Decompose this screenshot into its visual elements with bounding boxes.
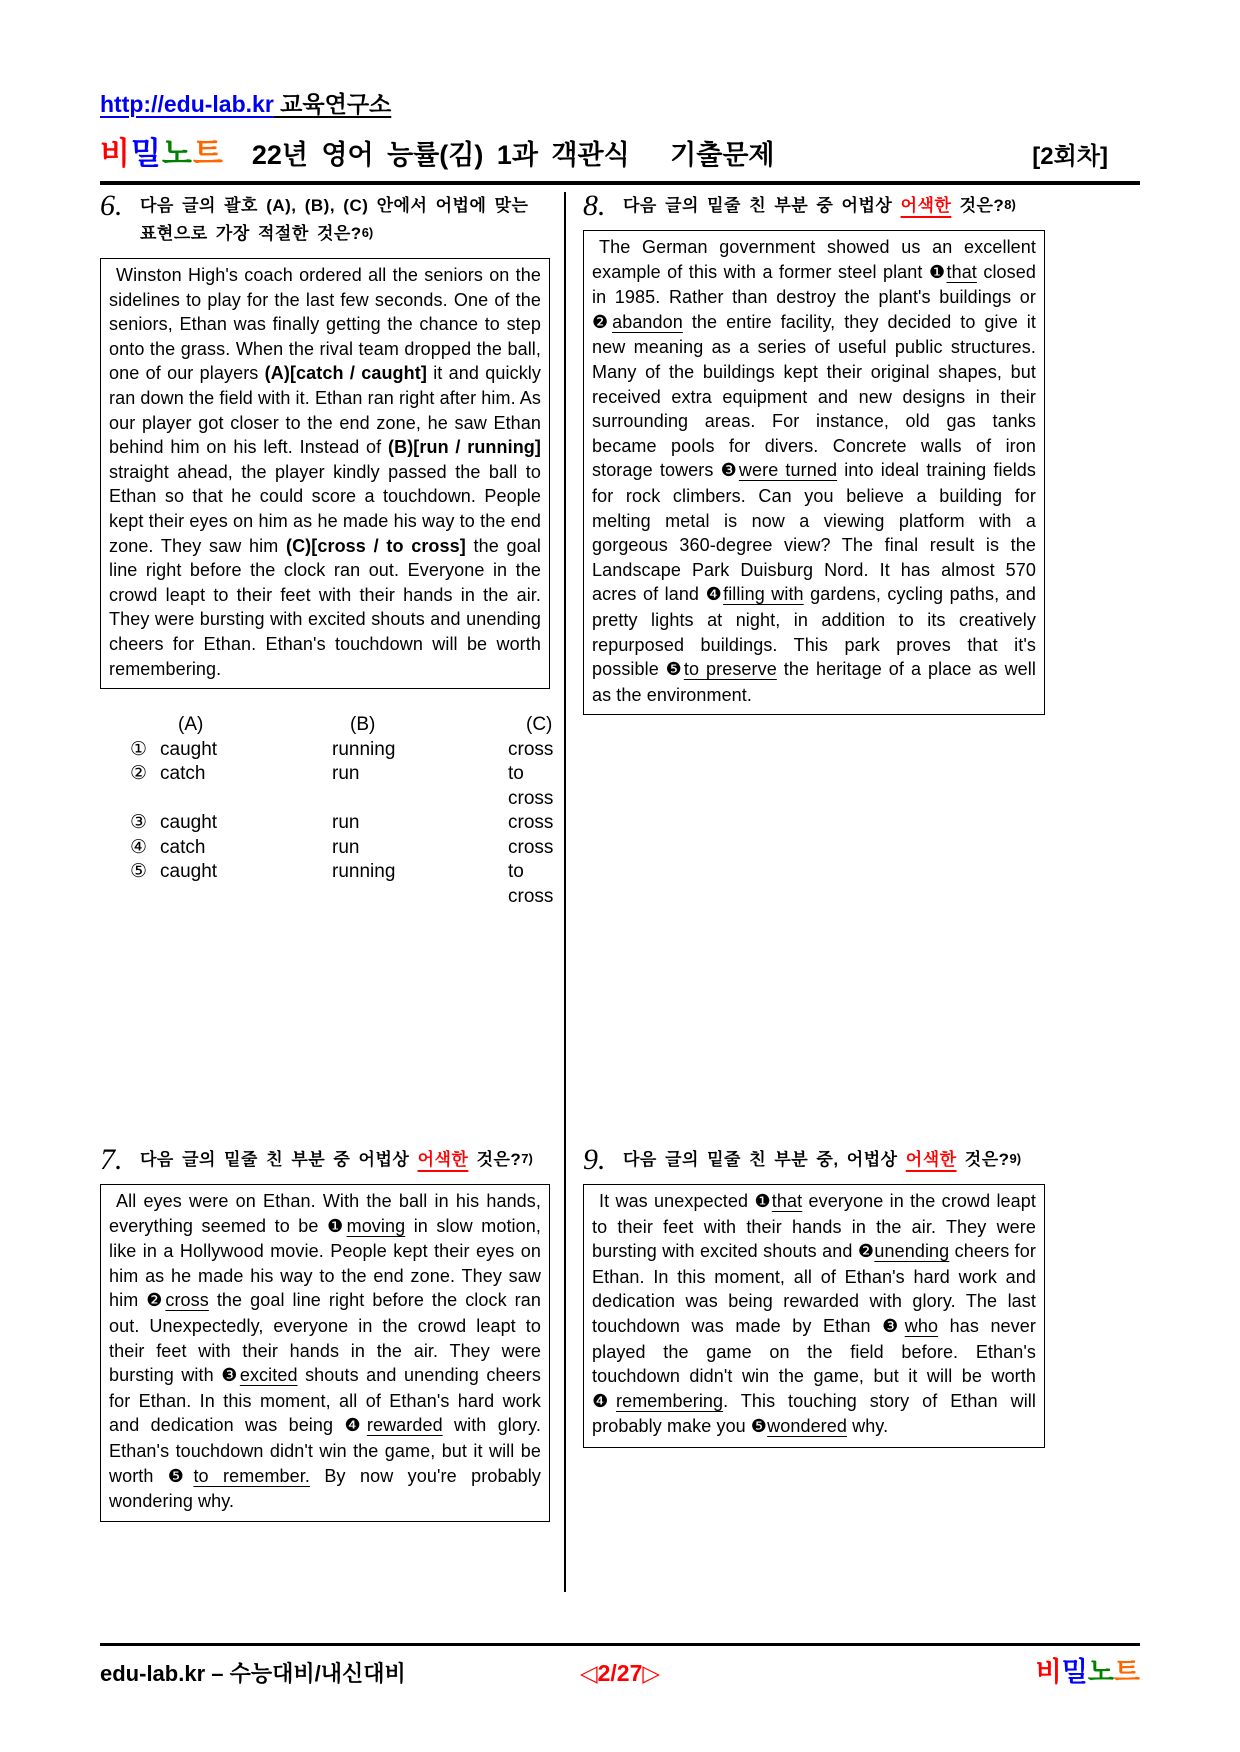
round-label: [2회차] [1032,143,1108,170]
question-6-prompt: 다음 글의 괄호 (A), (B), (C) 안에서 어법에 맞는 표현으로 가장 적절한 것은?6) [140,196,529,243]
option-3-c: cross [508,812,554,834]
question-6-number: 6. [100,189,123,222]
option-2-c: to cross [508,763,554,809]
option-header-a: (A) [178,714,204,736]
question-7-passage: All eyes were on Ethan. With the ball in his hands, everything seemed to be ❶moving in slow motion, like in a Hollywood movie. People kept their eyes on him as he made his way to the end zone. They saw him ❷cross the goal line right before the clock ran out. Unexpectedly, everyone in the crowd leapt to their feet with their hands in the air. They were bursting with ❸excited shouts and unending cheers for Ethan. In this moment, all of Ethan's hard work and dedication was being ❹rewarded with glory. Ethan's touchdown didn't win the game, but it will be worth ❺to remember. By now you're probably wondering why. [100,1184,550,1522]
column-divider [564,192,566,1592]
option-3-num: ③ [130,812,148,834]
option-5-num: ⑤ [130,861,148,883]
page-header [100,86,1140,173]
site-line [100,86,1140,119]
option-header-b: (B) [350,714,376,736]
option-2-a: catch [160,763,206,785]
option-1-num: ① [130,738,148,760]
option-1-c: cross [508,738,554,760]
option-5-a: caught [160,861,218,883]
option-5-c: to cross [508,861,554,907]
question-9-prompt: 다음 글의 밑줄 친 부분 중, 어법상 어색한 것은?9) [623,1150,1022,1169]
option-3-a: caught [160,812,218,834]
option-3-b: run [332,812,360,834]
options-table [130,713,554,909]
option-header-c: (C) [526,714,553,736]
question-9-head [583,1143,1045,1176]
question-6-head [100,189,550,249]
option-4-b: run [332,836,360,858]
option-5-b: running [332,861,396,883]
option-1-a: caught [160,738,218,760]
page-number: ◁2/27▷ [579,1660,661,1686]
footer-brand-logo: 비밀노트 [1035,1657,1141,1687]
question-8-head [583,189,1045,222]
page-footer [100,1650,1140,1689]
question-8 [583,189,1045,715]
question-6-passage: Winston High's coach ordered all the seniors on the sidelines to play for the last few seconds. One of the seniors, Ethan was finally getting the chance to step onto the grass. When the rival team dropped the ball, one of our players (A)[catch / caught] it and quickly ran down the field with it. Ethan ran right after him. As our player got closer to the end zone, he saw Ethan behind him on his left. Instead of (B)[run / running] straight ahead, the player kindly passed the ball to Ethan so that he could score a touchdown. People kept their eyes on him as he made his way to the end zone. They saw him (C)[cross / to cross] the goal line right before the clock ran out. Everyone in the crowd leapt to their feet with their hands in the air. They were bursting with excited shouts and unending cheers for Ethan. Ethan's touchdown will be worth remembering. [100,258,550,689]
site-url: http://edu-lab.kr [100,91,274,117]
question-7-number: 7. [100,1143,123,1176]
question-6 [100,189,554,909]
question-8-prompt: 다음 글의 밑줄 친 부분 중 어법상 어색한 것은?8) [623,196,1016,215]
footer-site-label: edu-lab.kr – 수능대비/내신대비 [100,1661,406,1686]
doc-title: 22년 영어 능률(김) 1과 객관식 기출문제 [251,140,775,170]
option-4-c: cross [508,836,554,858]
question-8-number: 8. [583,189,606,222]
option-cell [130,713,160,738]
option-4-num: ④ [130,836,148,858]
question-6-options [100,713,554,909]
brand-logo: 비밀노트 [100,136,224,171]
question-7-head [100,1143,550,1176]
question-9 [583,1143,1045,1448]
option-1-b: running [332,738,396,760]
header-rule [100,181,1140,185]
org-name: 교육연구소 [273,91,392,117]
question-7 [100,1143,550,1522]
content-body [100,190,1140,1643]
option-2-b: run [332,763,360,785]
option-4-a: catch [160,836,206,858]
question-8-passage: The German government showed us an excellent example of this with a former steel plant ❶that closed in 1985. Rather than destroy the plant's buildings or ❷abandon the entire facility, they decided to give it new meaning as a series of useful public structures. Many of the buildings kept their original shapes, but received extra equipment and new designs in their surrounding areas. For instance, old gas tanks became pools for divers. Concrete walls of iron storage towers ❸were turned into ideal training fields for rock climbers. Can you believe a building for melting metal is now a viewing platform with a gorgeous 360-degree view? The final result is the Landscape Park Duisburg Nord. It has almost 570 acres of land ❹filling with gardens, cycling paths, and pretty lights at night, in addition to its creatively repurposed buildings. This park proves that it's possible ❺to preserve the heritage of a place as well as the environment. [583,230,1045,715]
question-9-passage: It was unexpected ❶that everyone in the crowd leapt to their feet with their hands in the air. They were bursting with excited shouts and ❷unending cheers for Ethan. In this moment, all of Ethan's hard work and dedication was being rewarded with glory. The last touchdown was made by Ethan ❸who has never played the game on the field before. Ethan's touchdown didn't win the game, but it will be worth ❹remembering. This touching story of Ethan will probably make you ❺wondered why. [583,1184,1045,1448]
question-7-prompt: 다음 글의 밑줄 친 부분 중 어법상 어색한 것은?7) [140,1150,533,1169]
footer-rule [100,1643,1140,1646]
title-row [100,128,1140,173]
question-9-number: 9. [583,1143,606,1176]
option-2-num: ② [130,763,148,785]
